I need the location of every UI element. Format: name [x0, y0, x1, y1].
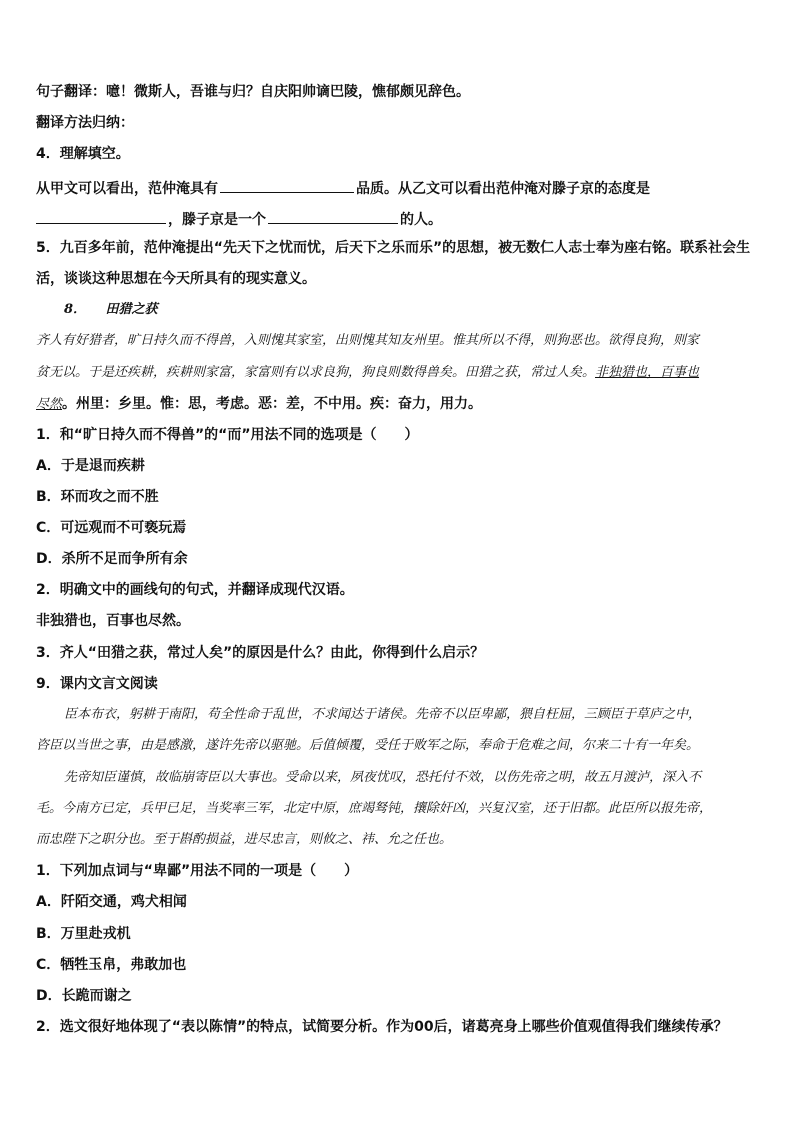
q9-1-option-a: A．阡陌交通，鸡犬相闻: [36, 894, 187, 910]
q9-1-option-b: B．万里赴戎机: [36, 926, 131, 942]
q8-1-option-d: D．杀所不足而争所有余: [36, 551, 188, 567]
passage-9-line-2: 咨臣以当世之事，由是感激，遂许先帝以驱驰。后值倾覆，受任于败军之际，奉命于危难之间，尔来二十有一年矣。: [36, 738, 700, 753]
q4-text-b: 品质。从乙文可以看出范仲淹对滕子京的态度是: [356, 181, 650, 197]
q8-2-question: 2．明确文中的画线句的句式，并翻译成现代汉语。: [36, 582, 354, 598]
question-4-line-2: [36, 207, 758, 230]
q8-1-option-b: B．环而攻之而不胜: [36, 489, 159, 505]
section-8-heading: 8． 田猎之获: [64, 302, 158, 317]
question-5-line-2: 活，谈谈这种思想在今天所具有的现实意义。: [36, 271, 316, 287]
underlined-sentence-part-1: 非独猎也，百事也: [595, 365, 700, 380]
passage-8-line-1: 齐人有好猎者，旷日持久而不得兽，入则愧其家室，出则愧其知友州里。惟其所以不得，则狗恶也。欲得良狗，则家: [36, 333, 700, 348]
q8-1-option-c: C．可远观而不可亵玩焉: [36, 520, 187, 536]
q9-2-question: 2．选文很好地体现了“表以陈情”的特点，试简要分析。作为00后，诸葛亮身上哪些价值观值得我们继续传承？: [36, 1019, 728, 1035]
passage-8-line-3: [36, 394, 758, 415]
q8-3-question: 3．齐人“田猎之获，常过人矣”的原因是什么？由此，你得到什么启示？: [36, 645, 485, 661]
annotations: 。州里：乡里。惟：思，考虑。恶：差，不中用。疾：奋力，用力。: [62, 396, 483, 412]
translation-method: 翻译方法归纳：: [36, 115, 134, 131]
passage-9-line-5: 而忠陛下之职分也。至于斟酌损益，进尽忠言，则攸之、祎、允之任也。: [36, 832, 453, 847]
q9-1-option-d: D．长跪而谢之: [36, 988, 132, 1004]
q4-text-c: ，滕子京是一个: [168, 212, 266, 228]
question-4-title: 4．理解填空。: [36, 146, 130, 162]
passage-8-text: 贫无以。于是还疾耕，疾耕则家富，家富则有以求良狗，狗良则数得兽矣。田猎之获，常过人矣。: [36, 365, 596, 380]
fill-blank-2[interactable]: [36, 207, 166, 224]
underlined-sentence-part-2: 尽然: [36, 397, 63, 412]
passage-9-line-3: 先帝知臣谨慎，故临崩寄臣以大事也。受命以来，夙夜忧叹，恐托付不效，以伤先帝之明，故五月渡泸，深入不: [64, 770, 702, 785]
q8-1-question: 1．和“旷日持久而不得兽”的“而”用法不同的选项是（ ）: [36, 427, 419, 443]
passage-9-line-1: 臣本布衣，躬耕于南阳，苟全性命于乱世，不求闻达于诸侯。先帝不以臣卑鄙，猥自枉屈，三顾臣于草庐之中，: [64, 707, 702, 722]
section-9-heading: 9．课内文言文阅读: [36, 676, 158, 692]
q8-1-option-a: A．于是退而疾耕: [36, 458, 145, 474]
q8-2-sentence: 非独猎也，百事也尽然。: [36, 613, 190, 629]
q4-text-a: 从甲文可以看出，范仲淹具有: [36, 181, 218, 197]
fill-blank-3[interactable]: [268, 207, 398, 224]
question-5-line-1: 5．九百多年前，范仲淹提出“先天下之忧而忧，后天下之乐而乐”的思想，被无数仁人志士奉为座右铭。联系社会生: [36, 240, 751, 256]
question-4-line-1: [36, 176, 758, 199]
q9-1-question: 1．下列加点词与“卑鄙”用法不同的一项是（ ）: [36, 863, 359, 879]
q4-text-d: 的人。: [400, 212, 442, 228]
passage-9-line-4: 毛。今南方已定，兵甲已足，当奖率三军，北定中原，庶竭驽钝，攘除奸凶，兴复汉室，还于旧都。此臣所以报先帝，: [36, 801, 713, 816]
sentence-translation: 句子翻译：噫！微斯人，吾谁与归？自庆阳帅谪巴陵，憔郁颇见辞色。: [36, 84, 470, 100]
q9-1-option-c: C．牺牲玉帛，弗敢加也: [36, 957, 187, 973]
fill-blank-1[interactable]: [220, 176, 354, 193]
passage-8-line-2: [36, 363, 758, 383]
